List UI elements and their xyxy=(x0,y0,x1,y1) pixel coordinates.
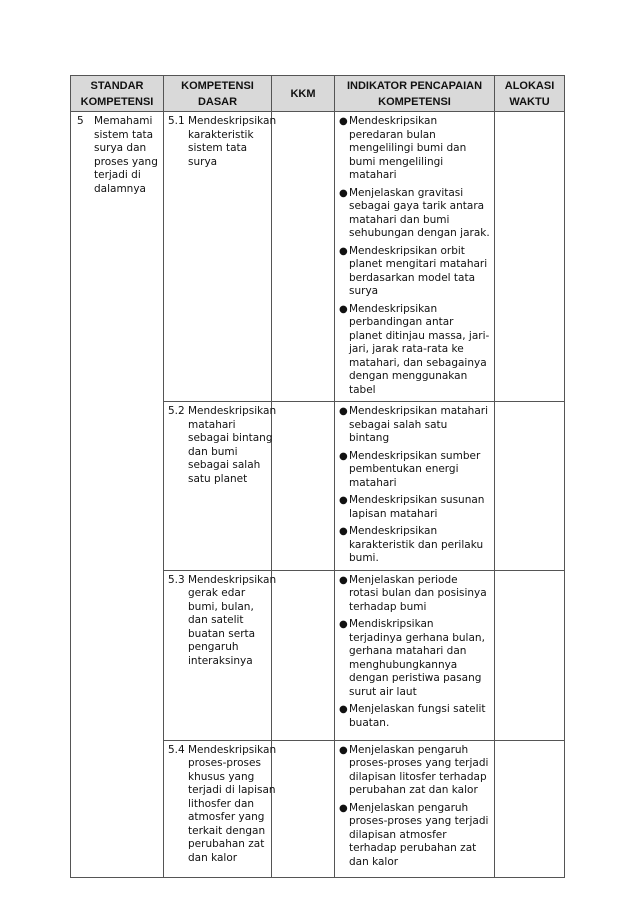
bullet-icon: ● xyxy=(339,495,348,506)
table-row xyxy=(71,112,565,402)
indicator-cell xyxy=(335,740,495,877)
kkm-cell xyxy=(272,740,335,877)
list-item: ● Mendeskripsikan matahari sebagai salah satu bintang xyxy=(339,405,488,444)
standar-cell xyxy=(71,112,164,878)
bullet-icon: ● xyxy=(339,303,348,315)
alokasi-cell xyxy=(495,570,565,740)
kkm-cell xyxy=(272,570,335,740)
list-item: ● Menjelaskan pengaruh proses-proses yang terjadi dilapisan litosfer terhadap perubahan zat dan kalor xyxy=(339,743,489,796)
header-kompetensi-dasar: KOMPETENSI DASAR xyxy=(164,76,272,112)
kd-number: 5.1 xyxy=(168,115,185,127)
list-item: ● Menjelaskan fungsi satelit buatan. xyxy=(339,703,486,729)
bullet-icon: ● xyxy=(339,802,348,814)
bullet-icon: ● xyxy=(339,406,348,417)
list-item: ● Mendeskripsikan sumber pembentukan energi matahari xyxy=(339,449,481,489)
standar-text: Memahami sistem tata surya dan proses yang terjadi di dalamnya xyxy=(94,115,158,195)
kd-text: Mendeskripsikan gerak edar bumi, bulan, dan satelit buatan serta pengaruh interaksinya xyxy=(188,573,277,667)
kd-number: 5.4 xyxy=(168,743,185,756)
kd-text: Mendeskripsikan matahari sebagai bintang dan bumi sebagai salah satu planet xyxy=(188,405,277,485)
kd-text: Mendeskripsikan proses-proses khusus yang terjadi di lapisan lithosfer dan atmosfer yang terkait dengan perubahan zat dan kalor xyxy=(188,743,277,864)
indicator-list xyxy=(335,571,494,731)
bullet-icon: ● xyxy=(339,116,348,127)
bullet-icon: ● xyxy=(339,245,348,257)
bullet-icon: ● xyxy=(339,187,348,199)
competency-table xyxy=(70,75,565,878)
bullet-icon: ● xyxy=(339,619,348,630)
kd-cell xyxy=(164,112,277,402)
list-item: ● Mendiskripsikan terjadinya gerhana bulan, gerhana matahari dan menghubungkannya dengan peristiwa pasang surut air laut xyxy=(339,618,485,698)
list-item: ● Mendeskripsikan orbit planet mengitari matahari berdasarkan model tata surya xyxy=(339,244,488,297)
indicator-list xyxy=(335,402,494,566)
alokasi-cell xyxy=(495,112,565,402)
kd-cell xyxy=(164,402,277,571)
list-item: ● Mendeskripsikan peredaran bulan mengelilingi bumi dan bumi mengelilingi matahari xyxy=(339,115,467,181)
indicator-cell xyxy=(335,112,495,402)
list-item: ● Menjelaskan periode rotasi bulan dan posisinya terhadap bumi xyxy=(339,573,487,613)
bullet-icon: ● xyxy=(339,704,348,715)
bullet-icon: ● xyxy=(339,744,348,756)
kd-number: 5.3 xyxy=(168,573,185,586)
header-standar: STANDAR KOMPETENSI xyxy=(71,76,164,112)
alokasi-cell xyxy=(495,740,565,877)
bullet-icon: ● xyxy=(339,450,348,462)
kkm-cell xyxy=(272,112,335,402)
kd-text: Mendeskripsikan karakteristik sistem tata surya xyxy=(188,115,277,168)
indicator-list xyxy=(335,741,494,870)
kd-number: 5.2 xyxy=(168,405,185,417)
list-item: ● Mendeskripsikan karakteristik dan perilaku bumi. xyxy=(339,525,484,564)
indicator-cell xyxy=(335,570,495,740)
list-item: ● Menjelaskan pengaruh proses-proses yang terjadi dilapisan atmosfer terhadap perubahan zat dan kalor xyxy=(339,801,489,868)
header-kkm: KKM xyxy=(272,76,335,112)
bullet-icon: ● xyxy=(339,574,348,586)
list-item: ● Menjelaskan gravitasi sebagai gaya tarik antara matahari dan bumi sehubungan dengan jarak. xyxy=(339,186,490,239)
indicator-cell xyxy=(335,402,495,571)
indicator-list xyxy=(335,112,494,397)
kd-cell xyxy=(164,740,277,877)
alokasi-cell xyxy=(495,402,565,571)
list-item: ● Mendeskripsikan perbandingan antar planet ditinjau massa, jari-jari, jarak rata-rata ke matahari, dan sebagainya dengan menggunakan tabel xyxy=(339,302,490,396)
kkm-cell xyxy=(272,402,335,571)
list-item: ● Mendeskripsikan susunan lapisan matahari xyxy=(339,494,485,520)
bullet-icon: ● xyxy=(339,526,348,537)
header-indikator: INDIKATOR PENCAPAIAN KOMPETENSI xyxy=(335,76,495,112)
header-alokasi: ALOKASI WAKTU xyxy=(495,76,565,112)
table-header-row xyxy=(71,76,565,112)
standar-number: 5 xyxy=(77,115,84,127)
kd-cell xyxy=(164,570,277,740)
